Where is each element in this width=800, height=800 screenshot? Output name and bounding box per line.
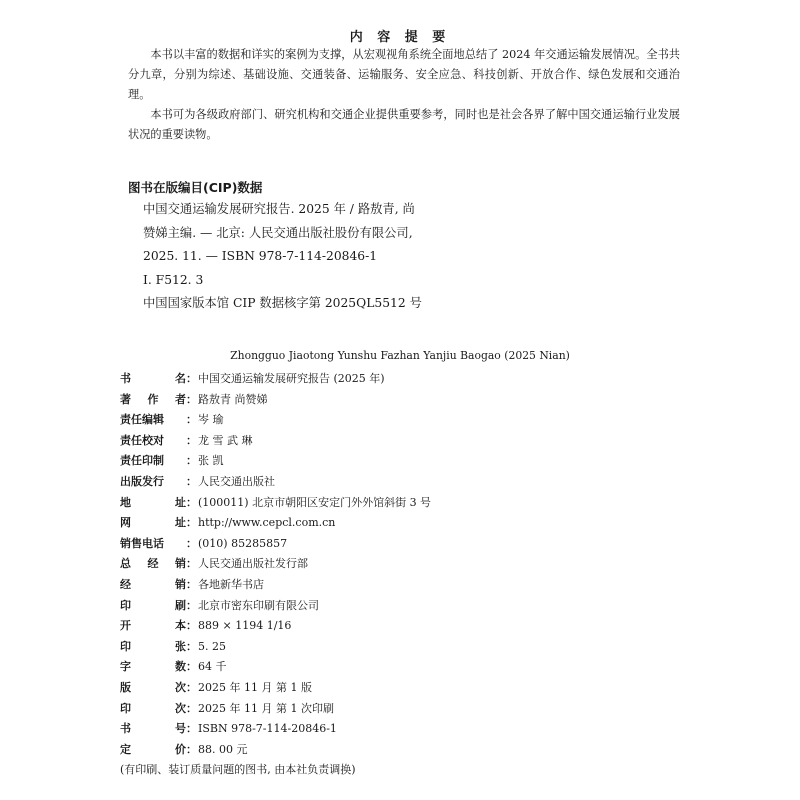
colophon-colon: ：	[186, 557, 197, 571]
summary-text	[128, 45, 680, 145]
colophon-label	[120, 554, 186, 575]
colophon-label-char: 本	[175, 619, 186, 633]
colophon-value: 人民交通出版社	[198, 474, 275, 488]
colophon-value: 88. 00 元	[198, 742, 248, 756]
colophon-label-char: 责任印制	[120, 454, 164, 468]
colophon-colon: ：	[186, 392, 197, 406]
colophon-row	[120, 513, 680, 534]
colophon-value: 889 × 1194 1/16	[198, 619, 292, 633]
colophon-label-char: 版	[120, 680, 131, 694]
colophon-colon: ：	[186, 701, 197, 715]
colophon-colon: ：	[186, 433, 197, 447]
colophon-value: 张 凯	[198, 454, 224, 468]
cip-line: 中国交通运输发展研究报告. 2025 年 / 路敖青, 尚	[143, 202, 415, 216]
colophon-value: 路敖青 尚赞娣	[198, 392, 268, 406]
colophon-label-char: 书	[120, 372, 131, 385]
colophon-colon: ：	[186, 413, 197, 427]
quality-note: (有印刷、装订质量问题的图书, 由本社负责调换)	[120, 763, 356, 777]
colophon-label-char: 书	[120, 722, 131, 736]
colophon-label-char: 印	[120, 598, 131, 612]
colophon-label-char: 址	[175, 516, 186, 530]
colophon-colon: ：	[186, 454, 197, 468]
colophon-label-char: 著	[120, 392, 131, 406]
colophon-label-char: 字	[120, 660, 131, 674]
cip-heading: 图书在版编目(CIP)数据	[128, 180, 263, 195]
colophon-label-char: 数	[175, 660, 186, 674]
colophon-label-char: 作	[147, 392, 159, 406]
colophon-value: http://www.cepcl.com.cn	[198, 516, 336, 530]
colophon-label-char: 开	[120, 619, 131, 633]
colophon-row	[120, 740, 680, 761]
colophon-list	[120, 369, 680, 781]
colophon-value: 中国交通运输发展研究报告 (2025 年)	[198, 372, 385, 385]
colophon-label	[120, 472, 186, 493]
colophon-label-char: 价	[175, 742, 186, 756]
colophon-value: (010) 85285857	[198, 536, 288, 550]
colophon-label	[120, 410, 186, 431]
colophon-label-char: 印	[120, 701, 131, 715]
cip-line: 中国国家版本馆 CIP 数据核字第 2025QL5512 号	[143, 296, 422, 310]
colophon-value: 岑 瑜	[198, 413, 224, 427]
colophon-colon: ：	[186, 577, 197, 591]
colophon-row	[120, 493, 680, 514]
colophon-label	[120, 637, 186, 658]
colophon-value: 5. 25	[198, 639, 226, 653]
colophon-label-char: 总	[120, 557, 131, 571]
colophon-row	[120, 637, 680, 658]
colophon-label	[120, 699, 186, 720]
colophon-row	[120, 472, 680, 493]
summary-title: 内 容 提 要	[349, 30, 451, 45]
colophon-label-char: 网	[120, 516, 131, 530]
colophon-label	[120, 369, 186, 390]
colophon-label-char: 次	[175, 680, 186, 694]
colophon-colon: ：	[186, 495, 197, 509]
colophon-label-char: 名	[175, 372, 186, 385]
colophon-label-char: 经	[120, 577, 131, 591]
colophon-label	[120, 616, 186, 637]
summary-paragraph: 本书以丰富的数据和详实的案例为支撑，从宏观视角系统全面地总结了 2024 年交通运输发展情况。全书共分九章，分别为综述、基础设施、交通装备、运输服务、安全应急、科技创新、开放合作、绿色发展和交通治理。	[128, 48, 680, 101]
colophon-value: 北京市密东印刷有限公司	[198, 598, 319, 612]
colophon-label	[120, 493, 186, 514]
colophon-label-char: 经	[147, 557, 159, 571]
colophon-label-char: 地	[120, 495, 131, 509]
colophon-row	[120, 596, 680, 617]
colophon-row	[120, 575, 680, 596]
colophon-colon: ：	[186, 474, 197, 488]
colophon-row	[120, 616, 680, 637]
colophon-row	[120, 410, 680, 431]
colophon-label-char: 址	[175, 495, 186, 509]
colophon-label-char: 定	[120, 742, 131, 756]
colophon-colon: ：	[186, 536, 197, 550]
colophon-label	[120, 657, 186, 678]
colophon-label	[120, 451, 186, 472]
cip-line: Ⅰ. F512. 3	[143, 272, 204, 287]
colophon-label-char: 号	[175, 722, 186, 736]
colophon-row	[120, 451, 680, 472]
colophon-label	[120, 678, 186, 699]
colophon-label	[120, 534, 186, 555]
colophon-value: 龙 雪 武 琳	[198, 433, 253, 447]
colophon-label-char: 印	[120, 639, 131, 653]
colophon-label-char: 者	[175, 392, 186, 406]
colophon-colon: ：	[186, 660, 197, 674]
colophon-label-char: 销	[175, 557, 186, 571]
colophon-label	[120, 740, 186, 761]
colophon-label-char: 销	[175, 577, 186, 591]
colophon-row	[120, 678, 680, 699]
colophon-value: (100011) 北京市朝阳区安定门外外馆斜街 3 号	[198, 495, 432, 509]
cip-line: 赞娣主编. — 北京: 人民交通出版社股份有限公司,	[143, 225, 413, 240]
colophon-colon: ：	[186, 742, 197, 756]
colophon-value: 各地新华书店	[198, 577, 264, 591]
colophon-value: 2025 年 11 月 第 1 版	[198, 680, 312, 694]
colophon-row	[120, 719, 680, 740]
colophon-label	[120, 596, 186, 617]
colophon-label	[120, 513, 186, 534]
colophon-row	[120, 699, 680, 720]
pinyin-title: Zhongguo Jiaotong Yunshu Fazhan Yanjiu Baogao (2025 Nian)	[230, 349, 570, 362]
colophon-label	[120, 719, 186, 740]
colophon-label-char: 次	[175, 701, 186, 715]
colophon-colon: ：	[186, 619, 197, 633]
colophon-colon: ：	[186, 680, 197, 694]
colophon-row	[120, 390, 680, 411]
colophon-label-char: 销售电话	[120, 536, 164, 550]
colophon-label-char: 责任编辑	[120, 413, 164, 427]
colophon-value: 2025 年 11 月 第 1 次印刷	[198, 701, 334, 715]
cip-record	[143, 198, 603, 316]
colophon-value: ISBN 978-7-114-20846-1	[198, 722, 337, 736]
colophon-colon: ：	[186, 516, 197, 530]
colophon-label-char: 张	[175, 639, 186, 653]
colophon-label	[120, 390, 186, 411]
colophon-value: 64 千	[198, 660, 227, 674]
colophon-label-char: 刷	[175, 598, 186, 612]
colophon-colon: ：	[186, 639, 197, 653]
colophon-label	[120, 431, 186, 452]
cip-line: 2025. 11. — ISBN 978-7-114-20846-1	[143, 249, 378, 263]
colophon-row	[120, 431, 680, 452]
colophon-row	[120, 534, 680, 555]
colophon-row	[120, 369, 680, 390]
colophon-row	[120, 657, 680, 678]
colophon-label-char: 出版发行	[120, 474, 164, 488]
colophon-colon: ：	[186, 722, 197, 736]
colophon-label	[120, 575, 186, 596]
colophon-row	[120, 554, 680, 575]
colophon-colon: ：	[186, 372, 197, 385]
colophon-label-char: 责任校对	[120, 433, 164, 447]
colophon-colon: ：	[186, 598, 197, 612]
colophon-value: 人民交通出版社发行部	[198, 557, 308, 571]
summary-paragraph: 本书可为各级政府部门、研究机构和交通企业提供重要参考，同时也是社会各界了解中国交通运输行业发展状况的重要读物。	[128, 108, 680, 141]
